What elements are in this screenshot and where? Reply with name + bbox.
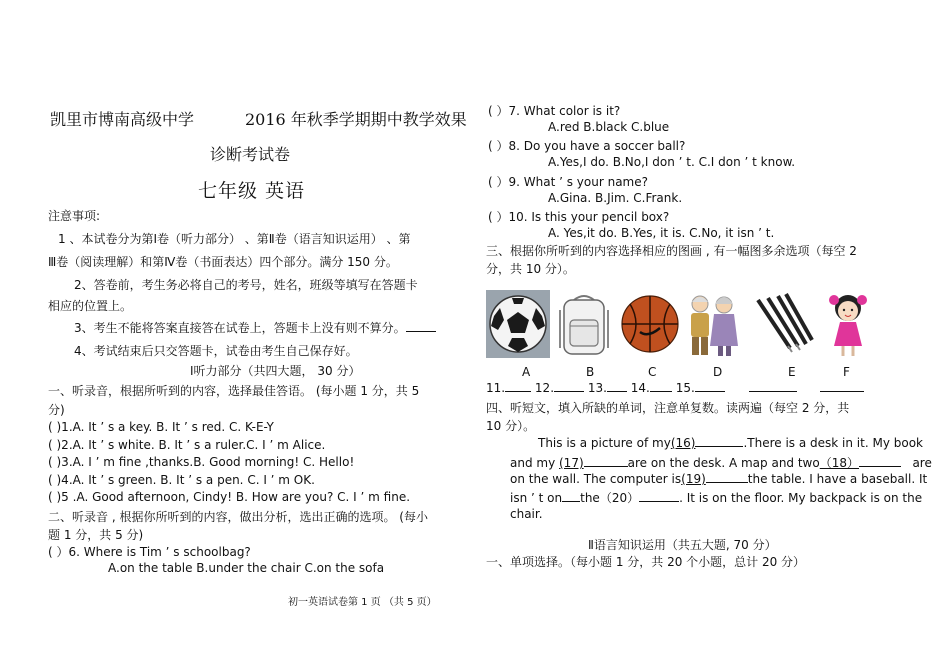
- passage-text: the table. I have a baseball. It: [747, 472, 928, 486]
- section3-instruction: 三、根据你所听到的内容选择相应的图画 , 有一幅图多余选项（每空 2: [486, 244, 857, 258]
- passage-line-4: [510, 489, 922, 506]
- section1-instruction: 一、听录音，根据所听到的内容，选择最佳答语。 (每小题 1 分，共 5: [48, 384, 420, 398]
- blank-11-label: 11.: [486, 381, 506, 395]
- notes-title: 注意事项:: [48, 209, 101, 223]
- section4-instruction-2: 10 分）。: [486, 419, 536, 433]
- question-2: ( )2.A. It ’ s white. B. It ’ s a ruler.C. I ’ m Alice.: [48, 438, 326, 452]
- section1-instruction-2: 分): [48, 403, 65, 417]
- question-9: ( ）9. What ’ s your name?: [488, 175, 648, 189]
- picture-label-a: A: [522, 365, 531, 379]
- passage-text: .There is a desk in it. My book: [743, 436, 923, 450]
- blank-13-label: 13.: [587, 381, 607, 395]
- blank-20[interactable]: [639, 491, 679, 502]
- question-10-options: A. Yes,it do. B.Yes, it is. C.No, it isn ’ t.: [548, 226, 775, 240]
- part2-section1: 一、单项选择。（每小题 1 分，共 20 个小题，总计 20 分）: [486, 555, 806, 569]
- blank-14[interactable]: [650, 381, 672, 392]
- picture-pens: [750, 290, 814, 358]
- blank-11[interactable]: [505, 381, 531, 392]
- blank-19-number: (19): [681, 472, 706, 486]
- passage-line-3: [510, 472, 927, 486]
- exam-name: 2016 年秋季学期期中教学效果: [245, 110, 467, 129]
- passage-line-2: [510, 454, 932, 471]
- blank-16[interactable]: [695, 436, 743, 447]
- question-5: ( )5 .A. Good afternoon, Cindy! B. How are you? C. I ’ m fine.: [48, 490, 411, 504]
- picture-label-c: C: [648, 365, 657, 379]
- question-7-options: A.red B.black C.blue: [548, 120, 670, 134]
- picture-grandparents: [680, 290, 744, 358]
- picture-basketball: [618, 290, 682, 358]
- picture-backpack: [552, 290, 616, 358]
- passage-text: are: [912, 456, 932, 470]
- picture-answer-blanks: [486, 381, 864, 395]
- blank-before-20: [562, 491, 580, 502]
- picture-girl: [816, 290, 880, 358]
- passage-line-5: chair.: [510, 507, 543, 521]
- part1-title: Ⅰ听力部分（共四大题， 30 分）: [190, 364, 361, 378]
- section2-instruction-2: 题 1 分，共 5 分): [48, 528, 144, 542]
- note-3: [74, 319, 436, 336]
- passage-text: This is a picture of my: [538, 436, 671, 450]
- note-1a: 1 、本试卷分为第Ⅰ卷（听力部分） 、第Ⅱ卷（语言知识运用） 、第: [58, 232, 411, 246]
- part2-title: Ⅱ语言知识运用（共五大题, 70 分）: [588, 538, 777, 552]
- question-8-options: A.Yes,I do. B.No,I don ’ t. C.I don ’ t know.: [548, 155, 796, 169]
- section3-instruction-2: 分，共 10 分）。: [486, 262, 575, 276]
- section4-instruction: 四、听短文，填入所缺的单词，注意单复数。读两遍（每空 2 分，共: [486, 401, 850, 415]
- passage-text: on the wall. The computer is: [510, 472, 682, 486]
- blank-12-label: 12.: [534, 381, 555, 395]
- blank-17-number: (17): [559, 456, 584, 470]
- blank-14-label: 14.: [630, 381, 650, 395]
- section2-instruction: 二、听录音 , 根据你所听到的内容，做出分析，选出正确的选项。 (每小: [48, 510, 428, 524]
- passage-text: and my: [510, 456, 559, 470]
- blank-16-number: (16): [670, 436, 696, 450]
- picture-label-d: D: [713, 365, 723, 379]
- grade-subject: 七年级 英语: [198, 180, 306, 202]
- note-2a: 2、答卷前，考生务必将自己的考号，姓名，班级等填写在答题卡: [74, 278, 418, 292]
- blank-15[interactable]: [695, 381, 725, 392]
- note-2b: 相应的位置上。: [48, 299, 133, 313]
- question-9-options: A.Gina. B.Jim. C.Frank.: [548, 191, 683, 205]
- question-10: ( ）10. Is this your pencil box?: [488, 210, 670, 224]
- question-4: ( )4.A. It ’ s green. B. It ’ s a pen. C. I ’ m OK.: [48, 473, 315, 487]
- question-3: ( )3.A. I ’ m fine ,thanks.B. Good morning! C. Hello!: [48, 455, 355, 469]
- question-6-options: A.on the table B.under the chair C.on the sofa: [108, 561, 385, 575]
- picture-soccer-ball: [486, 290, 550, 358]
- picture-label-f: F: [843, 365, 850, 379]
- page-footer: 初一英语试卷第 1 页 （共 5 页）: [288, 597, 437, 608]
- passage-text: isn ’ t on: [510, 491, 563, 505]
- picture-label-b: B: [586, 365, 595, 379]
- picture-label-e: E: [788, 365, 796, 379]
- exam-name-line2: 诊断考试卷: [210, 145, 291, 164]
- blank-20-number: （20）: [599, 491, 640, 505]
- question-1: ( )1.A. It ’ s a key. B. It ’ s red. C. K-E-Y: [48, 420, 274, 434]
- passage-line-1: [538, 436, 923, 450]
- note-3-text: 3、考生不能将答案直接答在试卷上，答题卡上没有则不算分。: [74, 321, 406, 335]
- note-4: 4、考试结束后只交答题卡，试卷由考生自己保存好。: [74, 344, 358, 358]
- school-name: 凯里市博南高级中学: [50, 110, 195, 129]
- blank-18[interactable]: [859, 456, 901, 467]
- blank-19[interactable]: [706, 472, 748, 483]
- passage-text: . It is on the floor. My backpack is on the: [679, 491, 923, 505]
- question-8: ( ）8. Do you have a soccer ball?: [488, 139, 686, 153]
- blank-extra-2[interactable]: [820, 381, 864, 392]
- question-6: ( ）6. Where is Tim ’ s schoolbag?: [48, 545, 251, 559]
- blank-17[interactable]: [584, 456, 628, 467]
- passage-text: are on the desk. A map and two: [627, 456, 820, 470]
- blank-12[interactable]: [554, 381, 584, 392]
- passage-text: the: [580, 491, 600, 505]
- question-7: ( ）7. What color is it?: [488, 104, 621, 118]
- note-3-underline: [406, 321, 436, 332]
- blank-13[interactable]: [607, 381, 627, 392]
- note-1b: Ⅲ卷（阅读理解）和第Ⅳ卷（书面表达）四个部分。满分 150 分。: [48, 255, 398, 269]
- blank-18-number: （18）: [819, 456, 859, 470]
- blank-extra-1[interactable]: [749, 381, 797, 392]
- blank-15-label: 15.: [675, 381, 695, 395]
